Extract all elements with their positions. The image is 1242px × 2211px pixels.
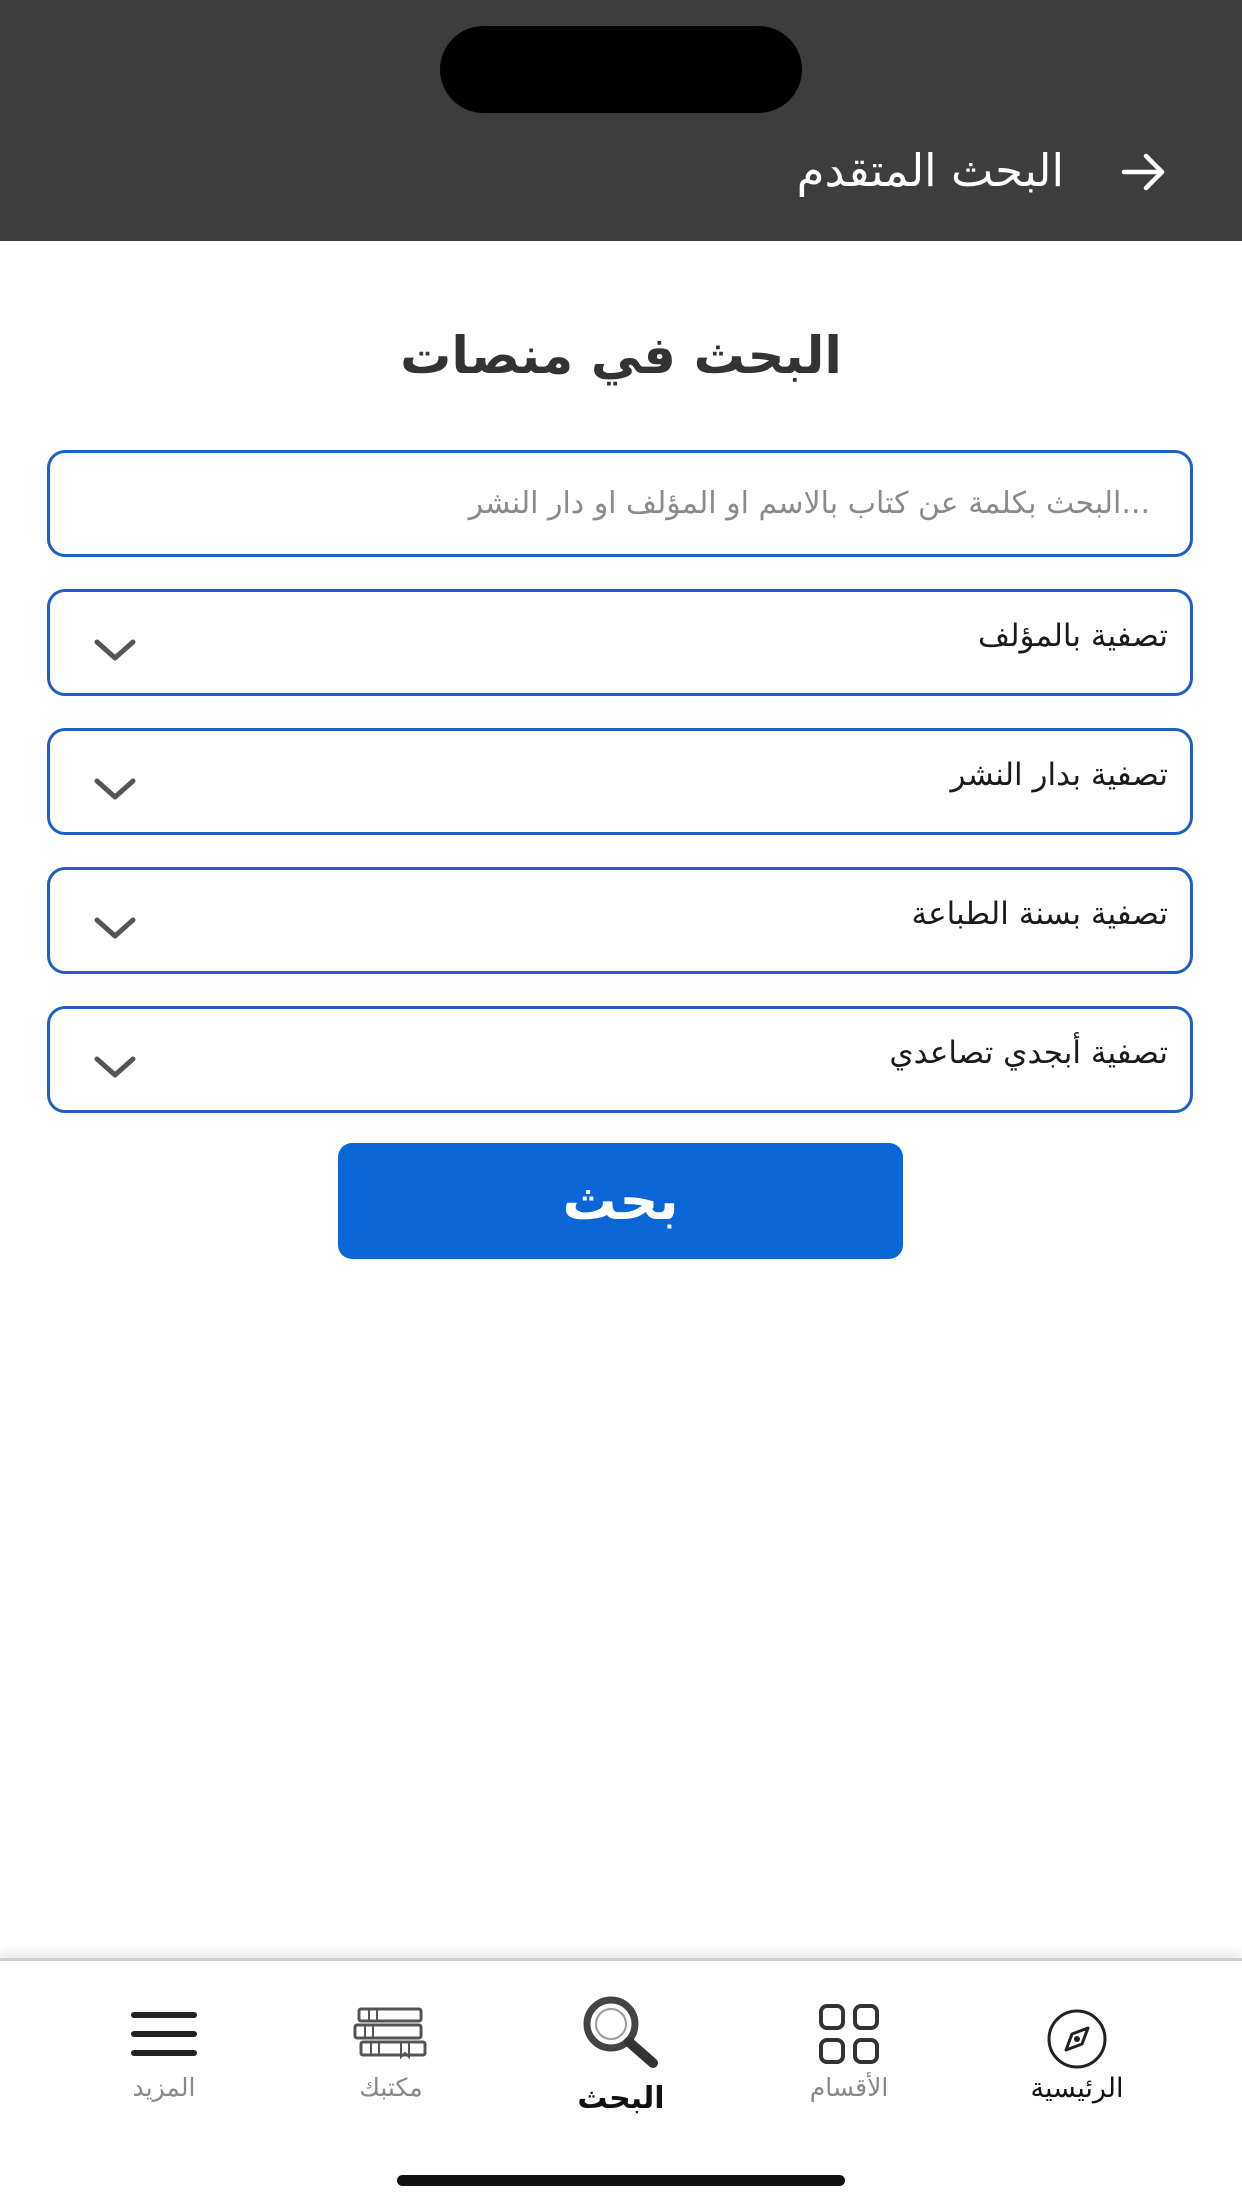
nav-label-home: الرئيسية — [1030, 2073, 1124, 2104]
chevron-down-icon — [93, 1054, 137, 1082]
nav-item-more[interactable] — [64, 2001, 264, 2111]
menu-icon — [131, 2007, 197, 2061]
compass-icon — [1044, 2006, 1110, 2072]
chevron-down-icon — [93, 637, 137, 665]
header-title: البحث المتقدم — [796, 144, 1064, 197]
nav-item-library[interactable] — [291, 2001, 491, 2111]
nav-label-library: مكتبك — [359, 2073, 423, 2102]
chevron-down-icon — [93, 776, 137, 804]
author-filter-dropdown[interactable] — [47, 589, 1193, 696]
search-button[interactable]: بحث — [338, 1143, 903, 1259]
search-icon — [579, 1993, 663, 2071]
arrow-right-icon[interactable] — [1118, 146, 1170, 198]
home-indicator — [397, 2175, 845, 2186]
alphabetical-sort-label: تصفية أبجدي تصاعدي — [889, 1035, 1168, 1071]
nav-label-more: المزيد — [132, 2073, 196, 2102]
search-input[interactable] — [50, 453, 1190, 554]
print-year-filter-dropdown[interactable] — [47, 867, 1193, 974]
nav-label-search: البحث — [577, 2081, 665, 2116]
books-icon — [351, 2005, 431, 2059]
alphabetical-sort-dropdown[interactable] — [47, 1006, 1193, 1113]
nav-label-categories: الأقسام — [809, 2073, 889, 2102]
author-filter-label: تصفية بالمؤلف — [977, 618, 1168, 654]
device-notch — [440, 26, 802, 113]
print-year-filter-label: تصفية بسنة الطباعة — [911, 896, 1168, 932]
bottom-nav — [0, 1958, 1242, 2211]
chevron-down-icon — [93, 915, 137, 943]
nav-item-home[interactable] — [977, 2001, 1177, 2111]
grid-icon — [816, 2001, 882, 2067]
search-field — [47, 450, 1193, 557]
page-title: البحث في منصات — [400, 327, 842, 386]
nav-item-search[interactable] — [521, 2001, 721, 2116]
nav-item-categories[interactable] — [749, 2001, 949, 2111]
publisher-filter-dropdown[interactable] — [47, 728, 1193, 835]
publisher-filter-label: تصفية بدار النشر — [950, 757, 1168, 793]
app-header — [0, 0, 1242, 241]
